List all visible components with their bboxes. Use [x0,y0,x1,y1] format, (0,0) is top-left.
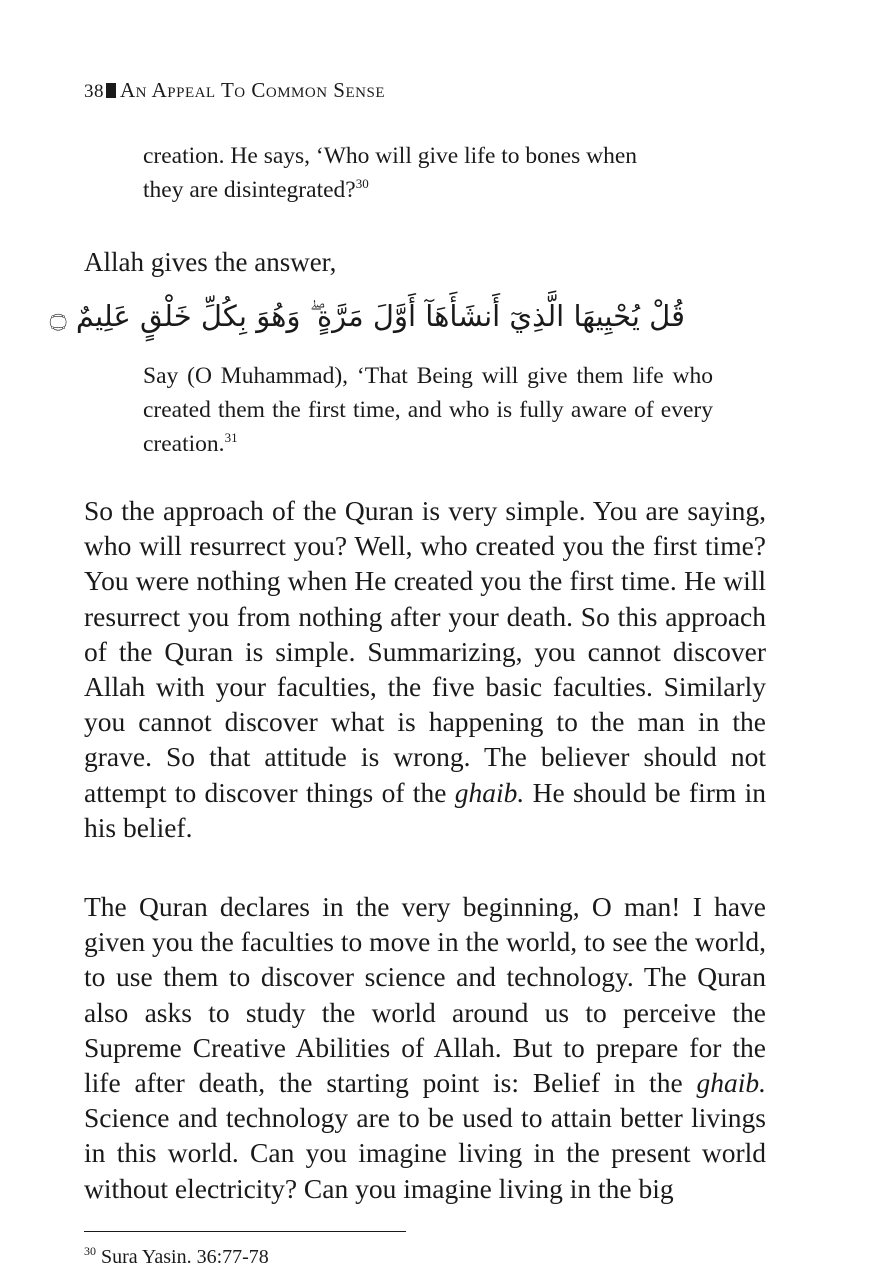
footnote-number: 30 [84,1244,96,1258]
quote-line-1: creation. He says, ‘Who will give life to bones when [143,143,638,169]
paragraph-1-text: So the approach of the Quran is very simple. You are saying, who will resurrect you? Well, who created you the first time? You were nothing when He created you the first time. He will resurrect you from nothing after your death. So this approach of the Quran is simple. Summarizing, you cannot discover Allah with your faculties, the five basic faculties. Similarly you cannot discover what is happening to the man in the grave. So that attitude is wrong. The believer should not attempt to discover things of the [84,495,766,808]
arabic-verse: قُلْ يُحْيِيهَا الَّذِيٓ أَنشَأَهَآ أَوَّلَ مَرَّةٍ ۖ وَهُوَ بِكُلِّ خَلْقٍ عَلِيمٌ ۝ [49,299,685,333]
quote-block-2 [143,359,713,461]
paragraph-2-italic-term: ghaib. [696,1067,766,1099]
header-square-marker [106,83,116,98]
paragraph-1-text-end: He should be firm in his belief. [84,776,766,843]
footnote [84,1246,269,1269]
body-paragraph-2 [84,889,766,1206]
quote-2-text: Say (O Muhammad), ‘That Being will give them life who created them the first time, and who is fully aware of every creation. [143,363,713,457]
paragraph-1-italic-term: ghaib. [454,776,525,808]
quote-line-2 [143,173,713,207]
quote-block-1 [143,139,713,207]
book-title: An Appeal To Common Sense [120,78,385,102]
running-header [84,78,385,103]
footnote-ref-30: 30 [355,176,369,191]
lead-line: Allah gives the answer, [84,247,337,277]
quote-line-2-text: they are disintegrated? [143,177,356,203]
footnote-text: Sura Yasin. 36:77-78 [101,1246,269,1268]
page-number: 38 [84,81,104,102]
paragraph-2-text-end: Science and technology are to be used to attain better livings in this world. Can you imagine living in the present world without electricity? Can you imagine living in the big [84,1102,766,1204]
footnote-divider [84,1231,406,1232]
footnote-ref-31: 31 [224,430,238,445]
body-paragraph-1 [84,493,766,845]
paragraph-2-text: The Quran declares in the very beginning, O man! I have given you the faculties to move in the world, to see the world, to use them to discover science and technology. The Quran also asks to study the world around us to perceive the Supreme Creative Abilities of Allah. But to prepare for the life after death, the starting point is: Belief in the [84,891,766,1099]
quote-2-paragraph [143,359,713,461]
